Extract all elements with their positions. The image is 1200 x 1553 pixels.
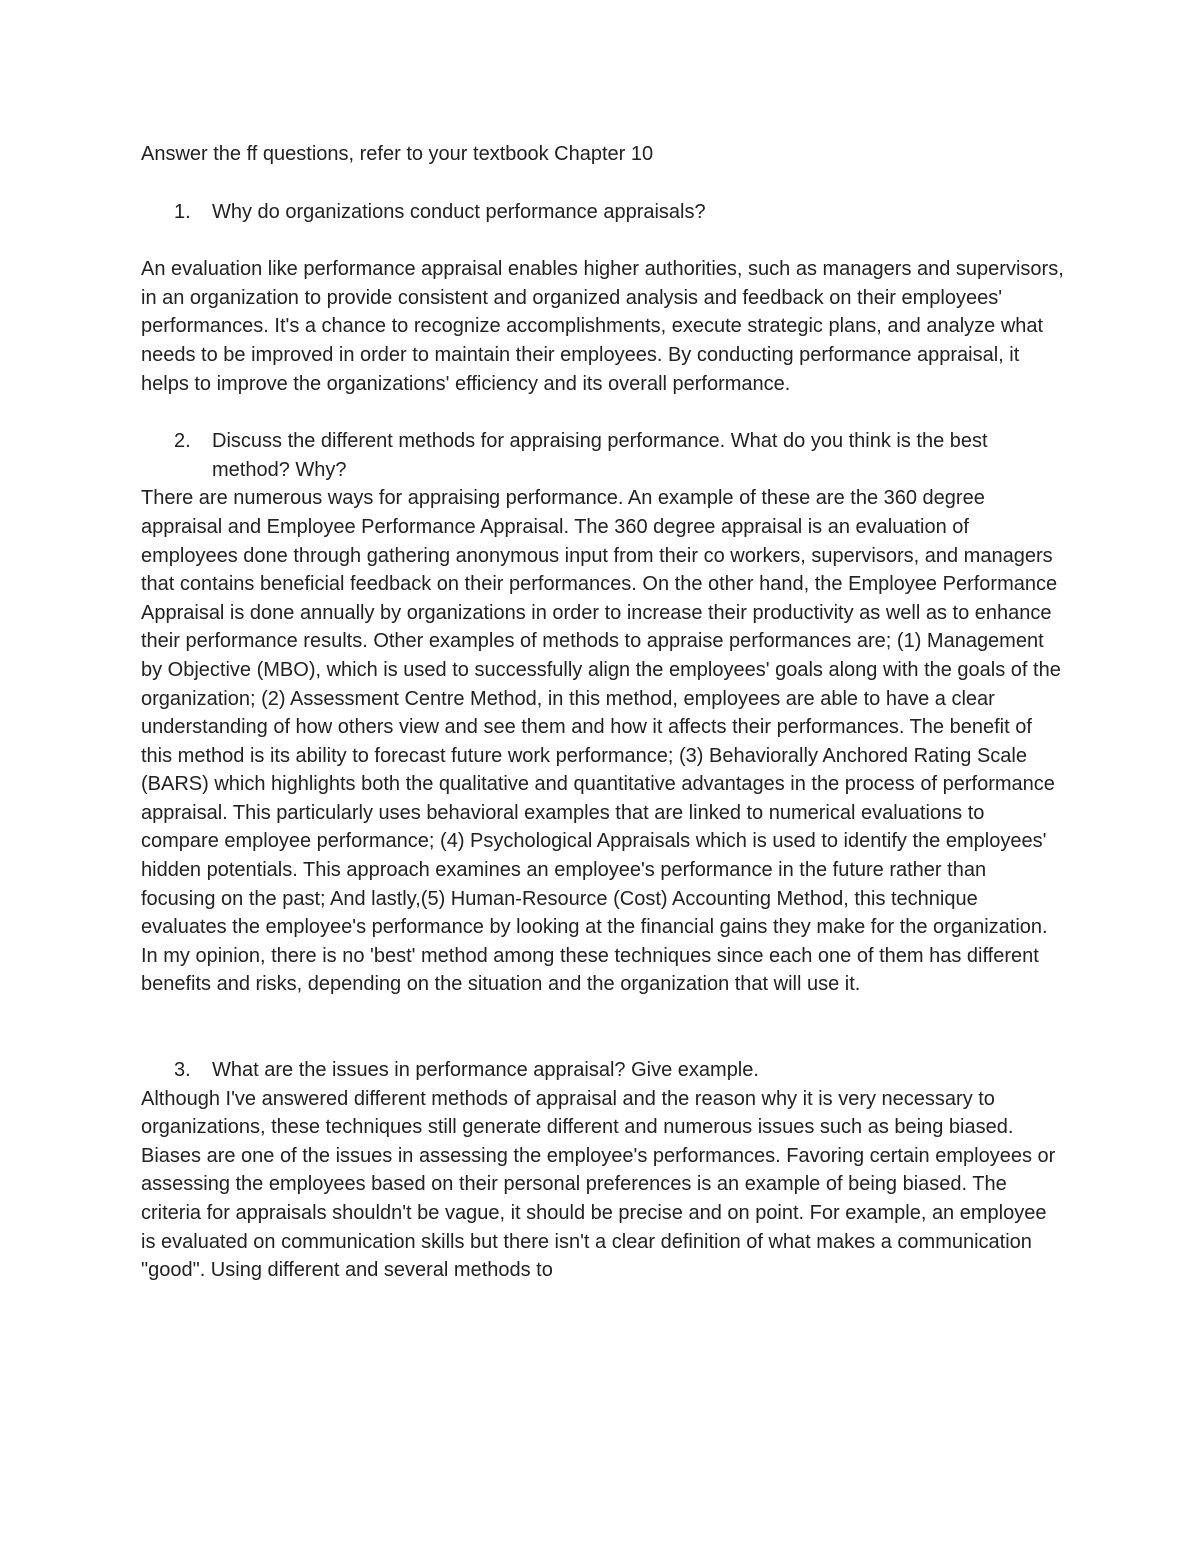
question-number: 3. xyxy=(174,1059,191,1082)
question-text: Why do organizations conduct performance appraisals? xyxy=(212,200,706,223)
question-text: What are the issues in performance appraisal? Give example. xyxy=(212,1059,759,1082)
answer-1: An evaluation like performance appraisal enables higher authorities, such as managers and supervisors, in an organization to provide consistent and organized analysis and feedback on their employees' performances. It's a chance to recognize accomplishments, execute strategic plans, and analyze what needs to be improved in order to maintain their employees. By conducting performance appraisal, it helps to improve the organizations' efficiency and its overall performance. xyxy=(141,258,1064,395)
answer-3: Although I've answered different methods of appraisal and the reason why it is very necessary to organizations, these techniques still generate different and numerous issues such as being biased. Biases are one of the issues in assessing the employee's performances. Favoring certain employees or assessing the employees based on their personal preferences is an example of being biased. The criteria for appraisals shouldn't be vague, it should be precise and on point. For example, an employee is evaluated on communication skills but there isn't a clear definition of what makes a communication "good". Using different and several methods to xyxy=(141,1087,1056,1282)
question-number: 2. xyxy=(174,430,191,453)
document-body xyxy=(141,140,1066,1285)
question-3 xyxy=(174,1056,1066,1085)
question-number: 1. xyxy=(174,200,191,223)
question-1 xyxy=(174,198,1066,227)
question-text: Discuss the different methods for appraising performance. What do you think is the best method? Why? xyxy=(212,430,988,481)
intro-text: Answer the ff questions, refer to your textbook Chapter 10 xyxy=(141,143,654,165)
question-2 xyxy=(174,427,1066,484)
answer-2: There are numerous ways for appraising performance. An example of these are the 360 degree appraisal and Employee Performance Appraisal. The 360 degree appraisal is an evaluation of employees done through gathering anonymous input from their co workers, supervisors, and managers that contains beneficial feedback on their performances. On the other hand, the Employee Performance Appraisal is done annually by organizations in order to increase their productivity as well as to enhance their performance results. Other examples of methods to appraise performances are; (1) Management by Objective (MBO), which is used to successfully align the employees' goals along with the goals of the organization; (2) Assessment Centre Method, in this method, employees are able to have a clear understanding of how others view and see them and how it affects their performances. The benefit of this method is its ability to forecast future work performance; (3) Behaviorally Anchored Rating Scale (BARS) which highlights both the qualitative and quantitative advantages in the process of performance appraisal. This particularly uses behavioral examples that are linked to numerical evaluations to compare employee performance; (4) Psychological Appraisals which is used to identify the employees' hidden potentials. This approach examines an employee's performance in the future rather than focusing on the past; And lastly,(5) Human-Resource (Cost) Accounting Method, this technique evaluates the employee's performance by looking at the financial gains they make for the organization. In my opinion, there is no 'best' method among these techniques since each one of them has different benefits and risks, depending on the situation and the organization that will use it. xyxy=(141,487,1061,996)
